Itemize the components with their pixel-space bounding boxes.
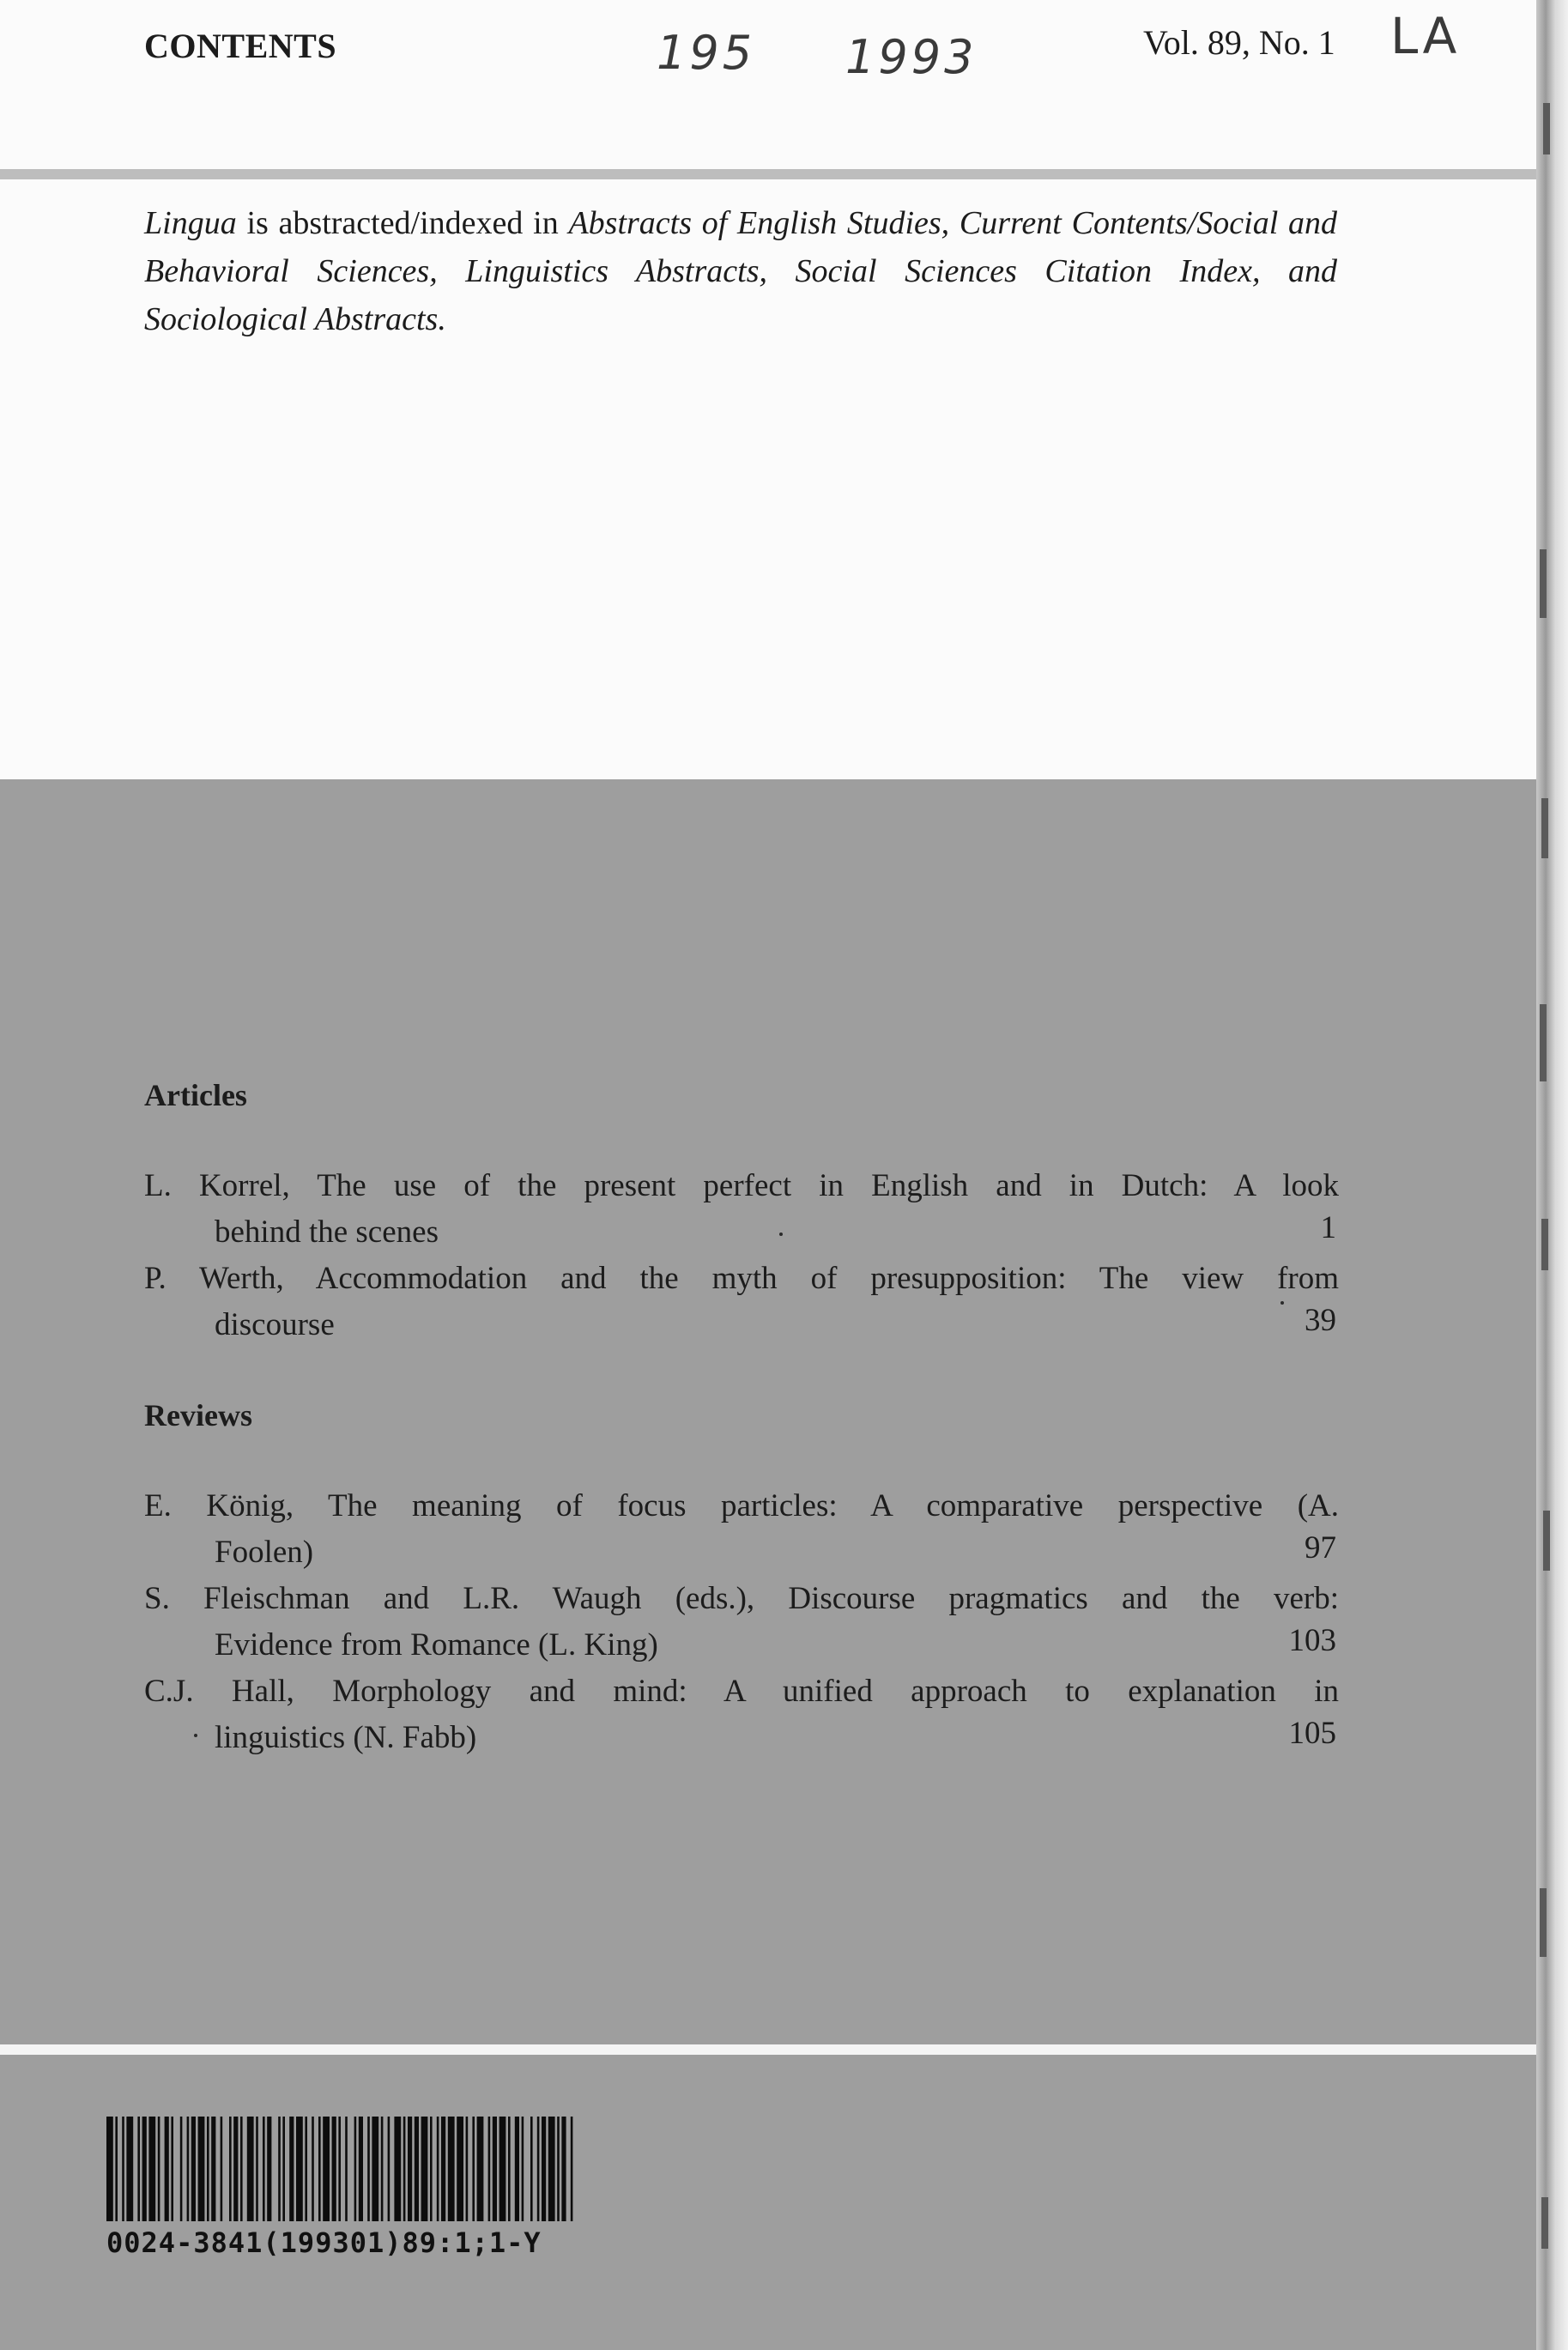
barcode-bar xyxy=(515,2117,519,2221)
contents-title: CONTENTS xyxy=(144,27,337,65)
barcode-bar xyxy=(115,2117,118,2221)
barcode-bar xyxy=(221,2117,223,2221)
review-title-continuation: Evidence from Romance (L. King) xyxy=(215,1627,658,1663)
barcode-bar xyxy=(229,2117,232,2221)
barcode-bar xyxy=(408,2117,412,2221)
barcode-bar xyxy=(211,2117,215,2221)
barcode-bar xyxy=(158,2117,160,2221)
barcode-bar xyxy=(171,2117,173,2221)
barcode-code: 0024-3841(199301)89:1;1-Y xyxy=(106,2226,542,2259)
barcode-bar xyxy=(508,2117,511,2221)
indexing-note xyxy=(144,199,1337,343)
review-entry xyxy=(144,1483,1339,1576)
indexing-lead: is abstracted/indexed in xyxy=(236,205,569,241)
barcode-bar xyxy=(367,2117,370,2221)
barcode-bar xyxy=(457,2117,463,2221)
barcode-bar xyxy=(332,2117,336,2221)
barcode-bar xyxy=(522,2117,524,2221)
header-rule xyxy=(0,169,1536,179)
review-page-number: 103 xyxy=(1288,1623,1336,1658)
article-title-line: L. Korrel, The use of the present perfect in English and in Dutch: A look xyxy=(144,1168,1339,1203)
barcode-bar xyxy=(256,2117,258,2221)
barcode-bar xyxy=(180,2117,183,2221)
volume-number: Vol. 89, No. 1 xyxy=(1143,23,1335,62)
barcode-bar xyxy=(441,2117,445,2221)
article-page-number: 1 xyxy=(1320,1210,1336,1245)
barcode-bar xyxy=(372,2117,378,2221)
barcode-bar xyxy=(318,2117,321,2221)
barcode xyxy=(106,2117,573,2221)
barcode-bar xyxy=(263,2117,265,2221)
review-title-continuation: linguistics (N. Fabb) xyxy=(215,1720,477,1755)
barcode-bar xyxy=(466,2117,469,2221)
binding-spine xyxy=(1536,0,1568,2350)
article-title-line: P. Werth, Accommodation and the myth of presupposition: The view from xyxy=(144,1261,1339,1296)
barcode-bar xyxy=(542,2117,546,2221)
article-page-number: 39 xyxy=(1305,1303,1336,1338)
review-title-line: E. König, The meaning of focus particles: A comparative perspective (A. xyxy=(144,1488,1339,1523)
barcode-bar xyxy=(415,2117,419,2221)
barcode-bar xyxy=(267,2117,271,2221)
barcode-bar xyxy=(537,2117,540,2221)
speck xyxy=(779,1233,783,1236)
indexing-services: Abstracts of English Studies, Current Contents/Social and Behavioral Sciences, Linguistics Abstracts, Social Sciences Citation Index, xyxy=(144,205,1337,289)
barcode-bar xyxy=(106,2117,113,2221)
speck xyxy=(1280,1301,1284,1305)
barcode-bar xyxy=(394,2117,401,2221)
barcode-bar xyxy=(233,2117,238,2221)
barcode-bar xyxy=(561,2117,566,2221)
barcode-bar xyxy=(247,2117,254,2221)
barcode-bar xyxy=(165,2117,169,2221)
barcode-bar xyxy=(354,2117,357,2221)
barcode-bar xyxy=(472,2117,475,2221)
barcode-bar xyxy=(289,2117,294,2221)
barcode-bar xyxy=(198,2117,205,2221)
barcode-bar xyxy=(437,2117,439,2221)
barcode-bar xyxy=(122,2117,124,2221)
barcode-bar xyxy=(305,2117,307,2221)
review-entry xyxy=(144,1576,1339,1669)
article-entry xyxy=(144,1256,1339,1348)
barcode-bar xyxy=(477,2117,484,2221)
barcode-bar xyxy=(126,2117,133,2221)
barcode-bar xyxy=(557,2117,560,2221)
barcode-bar xyxy=(548,2117,555,2221)
barcode-bar xyxy=(499,2117,506,2221)
barcode-bar xyxy=(359,2117,363,2221)
barcode-bar xyxy=(137,2117,140,2221)
barcode-bar xyxy=(148,2117,155,2221)
barcode-bar xyxy=(187,2117,190,2221)
barcode-bar xyxy=(421,2117,428,2221)
article-title-continuation: behind the scenes xyxy=(215,1214,439,1250)
article-title-continuation: discourse xyxy=(215,1307,335,1342)
header-area xyxy=(0,0,1536,781)
indexing-conjunction: and xyxy=(1260,253,1338,289)
barcode-bar xyxy=(240,2117,243,2221)
speck xyxy=(194,1734,197,1737)
barcode-bar xyxy=(493,2117,497,2221)
barcode-bar xyxy=(571,2117,573,2221)
review-page-number: 105 xyxy=(1288,1716,1336,1751)
barcode-bar xyxy=(345,2117,348,2221)
barcode-bar xyxy=(430,2117,433,2221)
barcode-bar xyxy=(403,2117,406,2221)
barcode-bar xyxy=(278,2117,281,2221)
barcode-bar xyxy=(282,2117,285,2221)
barcode-bar xyxy=(448,2117,455,2221)
handwritten-note-1: 195 xyxy=(657,26,756,80)
review-page-number: 97 xyxy=(1305,1530,1336,1566)
journal-name: Lingua xyxy=(144,205,237,241)
barcode-bar xyxy=(142,2117,147,2221)
barcode-bar xyxy=(296,2117,303,2221)
barcode-bar xyxy=(338,2117,341,2221)
articles-heading: Articles xyxy=(144,1078,247,1112)
article-entry xyxy=(144,1163,1339,1256)
barcode-bar xyxy=(381,2117,384,2221)
review-entry xyxy=(144,1669,1339,1761)
barcode-rule xyxy=(0,2044,1536,2055)
handwritten-note-3: LA xyxy=(1390,7,1461,65)
handwritten-note-2: 1993 xyxy=(845,30,978,84)
indexing-last-service: Sociological Abstracts. xyxy=(144,301,446,337)
review-title-continuation: Foolen) xyxy=(215,1535,314,1570)
barcode-bar xyxy=(530,2117,533,2221)
barcode-bar xyxy=(388,2117,390,2221)
barcode-bar xyxy=(312,2117,314,2221)
barcode-bar xyxy=(207,2117,209,2221)
review-title-line: S. Fleischman and L.R. Waugh (eds.), Discourse pragmatics and the verb: xyxy=(144,1581,1339,1616)
review-title-line: C.J. Hall, Morphology and mind: A unified approach to explanation in xyxy=(144,1674,1339,1709)
barcode-bar xyxy=(323,2117,330,2221)
barcode-bar xyxy=(488,2117,491,2221)
reviews-heading: Reviews xyxy=(144,1398,252,1432)
barcode-bar xyxy=(191,2117,196,2221)
